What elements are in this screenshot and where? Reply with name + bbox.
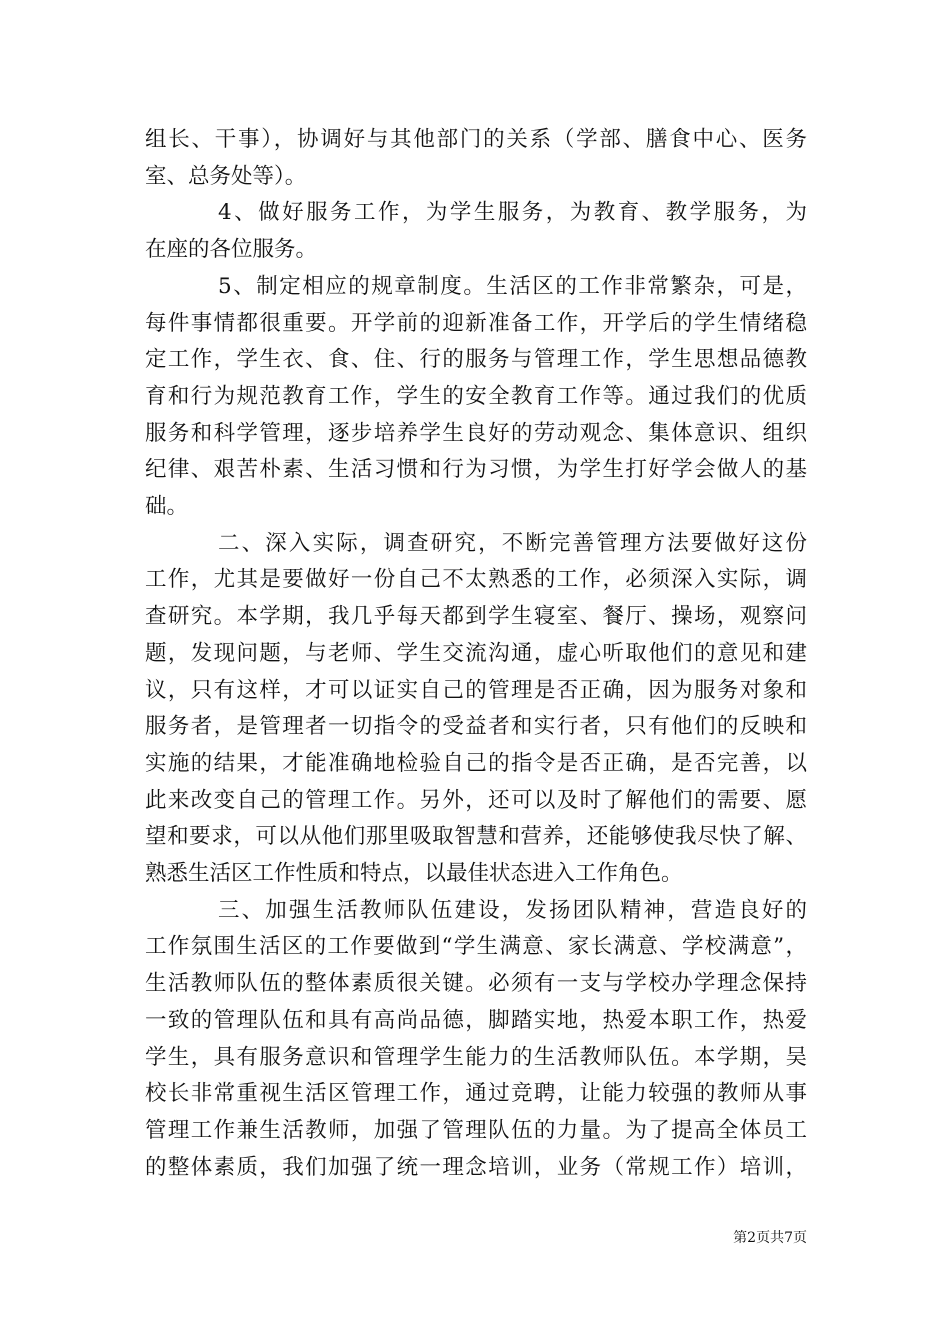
text-line: 此来改变自己的管理工作。另外，还可以及时了解他们的需要、愿 (145, 787, 807, 813)
text-line: 在座的各位服务。 (145, 237, 318, 263)
text-line: 查研究。本学期，我几乎每天都到学生寝室、餐厅、操场，观察问 (145, 604, 807, 630)
text-line: 一致的管理队伍和具有高尚品德，脚踏实地，热爱本职工作，热爱 (145, 1007, 807, 1033)
text-line: 定工作，学生衣、食、住、行的服务与管理工作，学生思想品德教 (145, 347, 807, 373)
text-line: 育和行为规范教育工作，学生的安全教育工作等。通过我们的优质 (145, 383, 807, 409)
text-line: 议，只有这样，才可以证实自己的管理是否正确，因为服务对象和 (145, 677, 807, 703)
page-number: 第2页共7页 (733, 1230, 807, 1246)
text-line: 学生，具有服务意识和管理学生能力的生活教师队伍。本学期，吴 (145, 1044, 807, 1070)
text-line: 组长、干事），协调好与其他部门的关系（学部、膳食中心、医务 (145, 127, 807, 152)
text-line: 三、加强生活教师队伍建设，发扬团队精神，营造良好的 (218, 897, 807, 923)
text-line: 础。 (145, 494, 189, 519)
text-line: 工作，尤其是要做好一份自己不太熟悉的工作，必须深入实际，调 (145, 567, 807, 593)
text-line: 管理工作兼生活教师，加强了管理队伍的力量。为了提高全体员工 (145, 1117, 807, 1143)
text-line: 工作氛围生活区的工作要做到“学生满意、家长满意、学校满意”， (145, 934, 807, 960)
text-line: 望和要求，可以从他们那里吸取智慧和营养，还能够使我尽快了解、 (145, 824, 807, 850)
text-line: 题，发现问题，与老师、学生交流沟通，虚心听取他们的意见和建 (145, 640, 807, 666)
text-line: 的整体素质，我们加强了统一理念培训，业务（常规工作）培训， (145, 1154, 807, 1180)
text-line: 实施的结果，才能准确地检验自己的指令是否正确，是否完善，以 (145, 750, 807, 776)
text-line: 服务和科学管理，逐步培养学生良好的劳动观念、集体意识、组织 (145, 420, 807, 446)
text-line: 熟悉生活区工作性质和特点，以最佳状态进入工作角色。 (145, 861, 683, 886)
text-line: 纪律、艰苦朴素、生活习惯和行为习惯，为学生打好学会做人的基 (145, 457, 807, 483)
text-line: 4、做好服务工作，为学生服务，为教育、教学服务，为 (218, 200, 807, 226)
text-line: 二、深入实际，调查研究，不断完善管理方法要做好这份 (218, 530, 807, 556)
text-line: 室、总务处等）。 (145, 163, 307, 189)
text-line: 每件事情都很重要。开学前的迎新准备工作，开学后的学生情绪稳 (145, 310, 807, 336)
text-line: 服务者，是管理者一切指令的受益者和实行者，只有他们的反映和 (145, 714, 807, 740)
text-line: 校长非常重视生活区管理工作，通过竞聘，让能力较强的教师从事 (145, 1081, 807, 1107)
text-line: 生活教师队伍的整体素质很关键。必须有一支与学校办学理念保持 (145, 971, 807, 997)
text-line: 5、制定相应的规章制度。生活区的工作非常繁杂，可是， (218, 273, 807, 299)
